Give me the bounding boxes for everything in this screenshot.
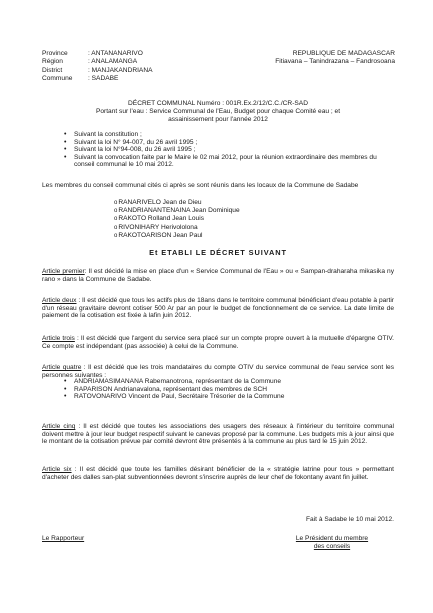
article-6	[42, 466, 394, 481]
article-label: Article trois	[42, 335, 75, 342]
article-text: : Il est décidé que les trois mandataires du compte OTIV du service communal de l'eau service sont les personnes suivantes :	[42, 364, 394, 379]
article-text: : Il est décidé la mise en place d'un « Service Communal de l'Eau » ou « Sampan-draharaha mikasika ny rano » dans la Commune de Sadabe.	[42, 268, 394, 283]
considerations-list	[62, 131, 394, 169]
decree-heading: Et ETABLI LE DÉCRET SUIVANT	[149, 248, 287, 257]
article-1	[42, 268, 394, 283]
decree-title	[42, 100, 394, 123]
header-commune: Commune : SADABE	[42, 75, 119, 83]
mandatary-item: • RAPARISON Andrianavalona, représentant des membres de SCH	[62, 386, 394, 394]
country-name: REPUBLIQUE DE MADAGASCAR	[292, 50, 395, 57]
article-text: : Il est décidé que toute les familles désirant bénéficier de la « stratégie latrine pour tous » permettant d'acheter des dalles san-plat subventionnées devront s'inscrire auprès de leur chef de fokontany avant fin juillet.	[42, 466, 394, 481]
administrative-header	[42, 50, 232, 84]
decree-number: DÉCRET COMMUNAL Numéro : 001R.Ex.2/12/C.C./CR-SAD	[128, 100, 308, 107]
mandatary-item: • RATOVONARIVO Vincent de Paul, Secrétaire Trésorier de la Commune	[62, 393, 394, 401]
president-title-line2: des conseils	[313, 542, 351, 550]
president-signature	[272, 535, 392, 550]
member-name: o RANDRIANANTENAINA Jean Dominique	[114, 207, 374, 215]
signature-date: Fait à Sadabe le 10 mai 2012.	[306, 516, 394, 523]
member-name: o RANARIVELO Jean de Dieu	[114, 199, 374, 207]
member-name: o RIVONIHARY Herivololona	[114, 224, 374, 232]
consideration-item: • Suivant la constitution ;	[62, 131, 394, 139]
article-label: Article deux	[42, 297, 77, 304]
article-text: : Il est décidé que l'argent du service sera placé sur un compte propre ouvert à la mutuelle d'épargne OTIV. Ce compte est indépendant (pas associée) à celui de la Commune.	[42, 335, 394, 350]
members-intro: Les membres du conseil communal cités ci après se sont réunis dans les locaux de la Commune de Sadabe	[42, 182, 359, 189]
article-2	[42, 297, 394, 320]
article-text: : Il est décidé que toutes les associations des usagers des réseaux à l'intérieur du territoire communal doivent mettre à jour leur budget respectif suivant le canevas proposé par la commune. Les budgets mis à jour ainsi que le montant de la cotisation prévue par comité devront être présentés à la commune au plus tard le 15 juin 2012.	[42, 423, 395, 446]
member-name: o RAKOTOARISON Jean Paul	[114, 232, 374, 240]
consideration-item: • Suivant la loi N° 94-007, du 26 avril 1995 ;	[62, 139, 394, 147]
mandataries-list	[62, 378, 394, 401]
article-text: : Il est décidé que tous les actifs plus de 18ans dans le territoire communal bénéficiant d'eau potable à partir d'un réseau gravitaire devront cotiser 500 Ar par an pour le budget de fonctionnement de ce service. La date limite de paiement de la cotisation est fixée à lafin juin 2012.	[42, 297, 394, 320]
decree-subject-line2: assainissement pour l'année 2012	[168, 115, 268, 123]
article-label: Article cinq	[42, 423, 76, 430]
decree-subject-line1: Portant sur l'eau : Service Communal de l'Eau, Budget pour chaque Comité eau ; et	[95, 107, 341, 115]
header-province: Province : ANTANANARIVO	[42, 50, 143, 57]
article-3	[42, 335, 394, 350]
article-5	[42, 423, 394, 446]
consideration-item: • Suivant la convocation faite par le Maire le 02 mai 2012, pour la réunion extraordinaire des membres du conseil communal le 10 mai 2012.	[62, 154, 394, 169]
header-district: District : MANJAKANDRIANA	[42, 66, 153, 74]
header-region: Région : ANALAMANGA	[42, 58, 138, 66]
rapporteur-signature: Le Rapporteur	[42, 535, 85, 542]
national-motto: Fitiavana – Tanindrazana – Fandrosoana	[275, 58, 395, 66]
article-label: Article six	[42, 466, 72, 473]
consideration-item: • Suivant la loi N°94-008, du 26 avril 1995 ;	[62, 146, 394, 154]
member-name: o RAKOTO Rolland Jean Louis	[114, 215, 374, 223]
article-label: Article quatre	[42, 364, 82, 371]
mandatary-item: • ANDRIAMASIMANANA Rabemanotrona, représentant de la Commune	[62, 378, 394, 386]
president-title-line1: Le Président du membre	[295, 535, 369, 542]
article-4	[42, 364, 394, 379]
republic-header	[232, 50, 395, 67]
members-list	[114, 199, 374, 240]
article-label: Article premier	[42, 268, 85, 275]
